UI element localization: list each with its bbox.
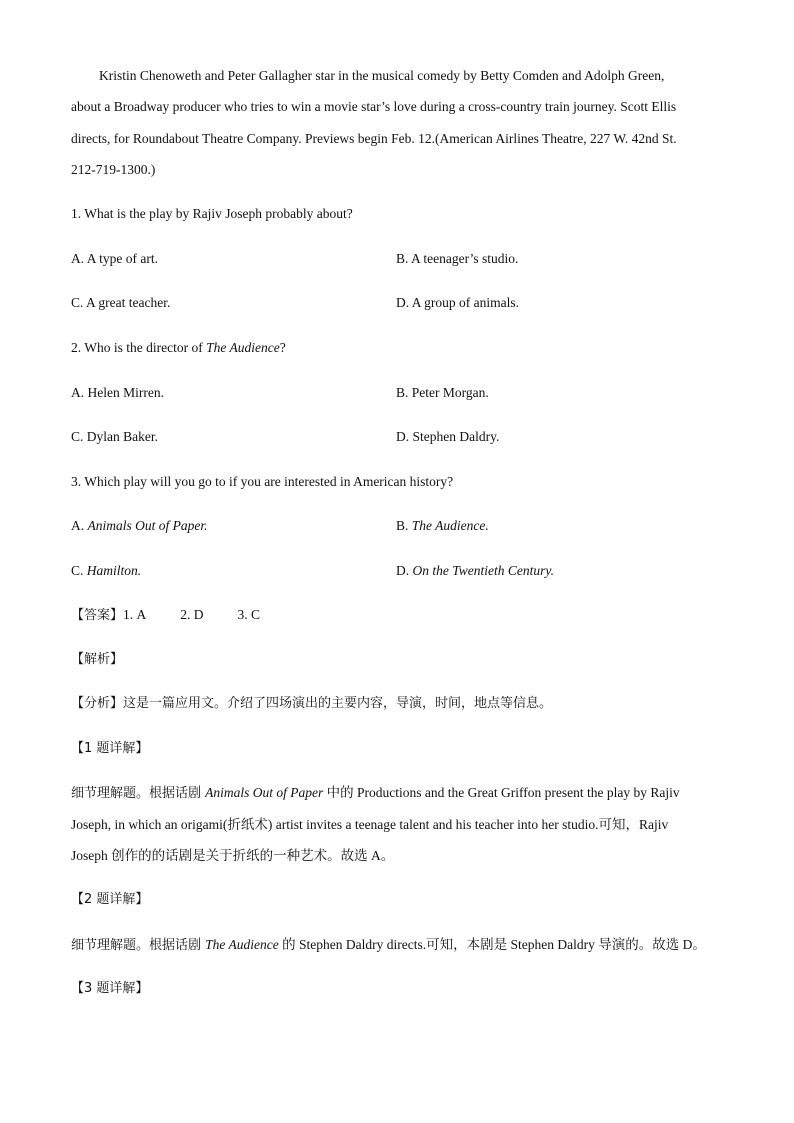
detail-3-label: 【3 题详解】 — [71, 981, 149, 996]
question-3-option-b — [396, 517, 489, 535]
detail-2-text: 的 Stephen Daldry directs.可知，本剧是 Stephen Daldry 导演的。故选 D。 — [278, 937, 706, 952]
analysis-label: 【解析】 — [71, 652, 124, 667]
summary-line — [71, 695, 734, 713]
option-title: On the Twentieth Century. — [412, 563, 554, 578]
option-letter: A. — [71, 518, 88, 533]
option-letter: D. — [396, 563, 413, 578]
detail-1-line — [71, 784, 734, 803]
question-1-option-c: C. A great teacher. — [71, 295, 171, 310]
summary-text: 这是一篇应用文。介绍了四场演出的主要内容，导演，时间，地点等信息。 — [123, 696, 553, 711]
question-1-option-d: D. A group of animals. — [396, 295, 519, 310]
answer-line — [71, 606, 734, 625]
question-1-stem: 1. What is the play by Rajiv Joseph probably about? — [71, 206, 353, 221]
detail-2-line — [71, 936, 734, 955]
detail-1-title: Animals Out of Paper — [205, 785, 324, 800]
question-2-option-c: C. Dylan Baker. — [71, 429, 158, 444]
answer-value: 1. A — [123, 607, 147, 622]
passage-line: about a Broadway producer who tries to win a movie star’s love during a cross-country train journey. Scott Ellis — [71, 99, 677, 114]
option-title: The Audience. — [411, 518, 489, 533]
option-title: Animals Out of Paper. — [87, 518, 208, 533]
detail-1-text: 中的 Productions and the Great Griffon present the play by Rajiv — [323, 785, 680, 800]
question-2-stem — [71, 339, 734, 357]
detail-1-line: Joseph, in which an origami(折纸术) artist invites a teenage talent and his teacher into her studio.可知，Rajiv — [71, 817, 669, 832]
question-2-stem-prefix: 2. Who is the director of — [71, 340, 207, 355]
question-2-stem-title: The Audience — [206, 340, 280, 355]
passage-line: Kristin Chenoweth and Peter Gallagher star in the musical comedy by Betty Comden and Adolph Green, — [99, 68, 665, 83]
detail-2-title: The Audience — [205, 937, 279, 952]
answer-label: 【答案】 — [71, 608, 124, 623]
question-3-stem: 3. Which play will you go to if you are interested in American history? — [71, 474, 454, 489]
question-3-option-d — [396, 562, 554, 580]
option-title: Hamilton. — [86, 563, 142, 578]
detail-1-line: Joseph 创作的的话剧是关于折纸的一种艺术。故选 A。 — [71, 848, 395, 863]
question-2-stem-suffix: ? — [279, 340, 286, 355]
option-letter: C. — [71, 563, 87, 578]
summary-label: 【分析】 — [71, 696, 124, 711]
option-letter: B. — [396, 518, 412, 533]
detail-2-text: 细节理解题。根据话剧 — [71, 938, 206, 953]
passage-line: directs, for Roundabout Theatre Company. Previews begin Feb. 12.(American Airlines Theatre, 227 W. 42nd St. — [71, 131, 677, 146]
detail-1-label: 【1 题详解】 — [71, 741, 149, 756]
answer-value: 2. D — [180, 607, 204, 622]
question-3-option-a — [71, 517, 208, 535]
answer-value: 3. C — [237, 607, 261, 622]
passage-line: 212-719-1300.) — [71, 162, 156, 177]
question-2-option-a: A. Helen Mirren. — [71, 385, 164, 400]
detail-1-text: 细节理解题。根据话剧 — [71, 786, 206, 801]
question-1-option-b: B. A teenager’s studio. — [396, 251, 519, 266]
question-3-option-c — [71, 562, 141, 580]
question-1-option-a: A. A type of art. — [71, 251, 158, 266]
question-2-option-b: B. Peter Morgan. — [396, 385, 489, 400]
detail-2-label: 【2 题详解】 — [71, 892, 149, 907]
question-2-option-d: D. Stephen Daldry. — [396, 429, 500, 444]
